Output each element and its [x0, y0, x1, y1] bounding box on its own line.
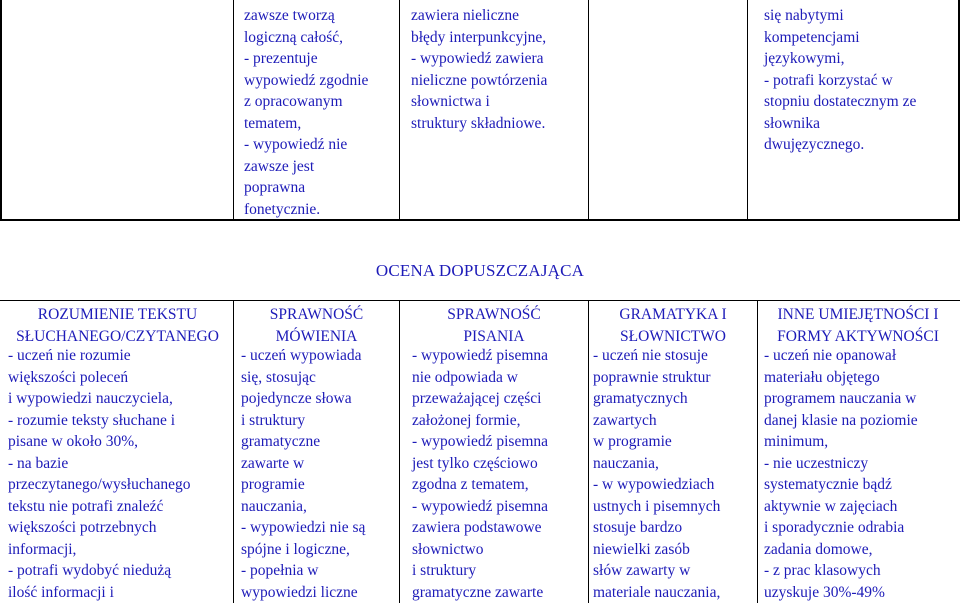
- column-divider: [588, 0, 589, 221]
- grade-heading: OCENA DOPUSZCZAJĄCA: [375, 261, 585, 280]
- column-header-other-skills: INNE UMIEJĘTNOŚCI I FORMY AKTYWNOŚCI: [777, 306, 939, 345]
- column-divider: [747, 0, 748, 221]
- column-body-speaking: - uczeń wypowiada się, stosując pojedyncze słowa i struktury gramatyczne zawarte w programie nauczania, - wypowiedzi nie są spójne i logiczne, - popełnia w wypowiedzi liczne: [241, 347, 366, 601]
- column-body-grammar: - uczeń nie stosuje poprawnie struktur gramatycznych zawartych w programie nauczania, - w wypowiedziach ustnych i pisemnych stosuje bardzo niewielki zasób słów zawarty w materiale nauczania,: [593, 347, 721, 601]
- column-body-other-skills: - uczeń nie opanował materiału objętego programem nauczania w danej klasie na poziomie minimum, - nie uczestniczy systematycznie bądź aktywnie w zajęciach i sporadycznie odrabia zadania domowe, - z prac klasowych uzyskuje 30%-49%: [764, 347, 918, 601]
- top-cell-speaking: zawsze tworzą logiczną całość, - prezentuje wypowiedź zgodnie z opracowanym tematem, - wypowiedź nie zawsze jest poprawna fonetycznie.: [244, 7, 369, 218]
- row-divider-heading: [0, 300, 960, 301]
- column-header-speaking: SPRAWNOŚĆ MÓWIENIA: [269, 306, 364, 345]
- column-divider: [399, 0, 400, 221]
- column-body-listening-reading: - uczeń nie rozumie większości poleceń i wypowiedzi nauczyciela, - rozumie teksty słuchane i pisane w około 30%, - na bazie przeczytanego/wysłuchanego tekstu nie potrafi znaleźć większości potrzebnych informacji, - potrafi wydobyć niedużą ilość informacji i: [8, 347, 191, 601]
- table-border-left: [0, 0, 2, 221]
- row-divider-top: [0, 219, 960, 221]
- column-header-listening-reading: ROZUMIENIE TEKSTU SŁUCHANEGO/CZYTANEGO: [16, 306, 219, 345]
- column-header-writing: SPRAWNOŚĆ PISANIA: [447, 306, 541, 345]
- column-divider: [233, 0, 234, 221]
- top-cell-writing: zawiera nieliczne błędy interpunkcyjne, - wypowiedź zawiera nieliczne powtórzenia słownictwa i struktury składniowe.: [411, 7, 548, 132]
- column-body-writing: - wypowiedź pisemna nie odpowiada w przeważającej części założonej formie, - wypowiedź pisemna jest tylko częściowo zgodna z tematem, - wypowiedź pisemna zawiera podstawowe słownictwo i struktury gramatyczne zawarte: [412, 347, 549, 601]
- top-cell-other-skills: się nabytymi kompetencjami językowymi, - potrafi korzystać w stopniu dostatecznym ze słownika dwujęzycznego.: [764, 7, 917, 153]
- column-header-grammar: GRAMATYKA I SŁOWNICTWO: [619, 306, 727, 345]
